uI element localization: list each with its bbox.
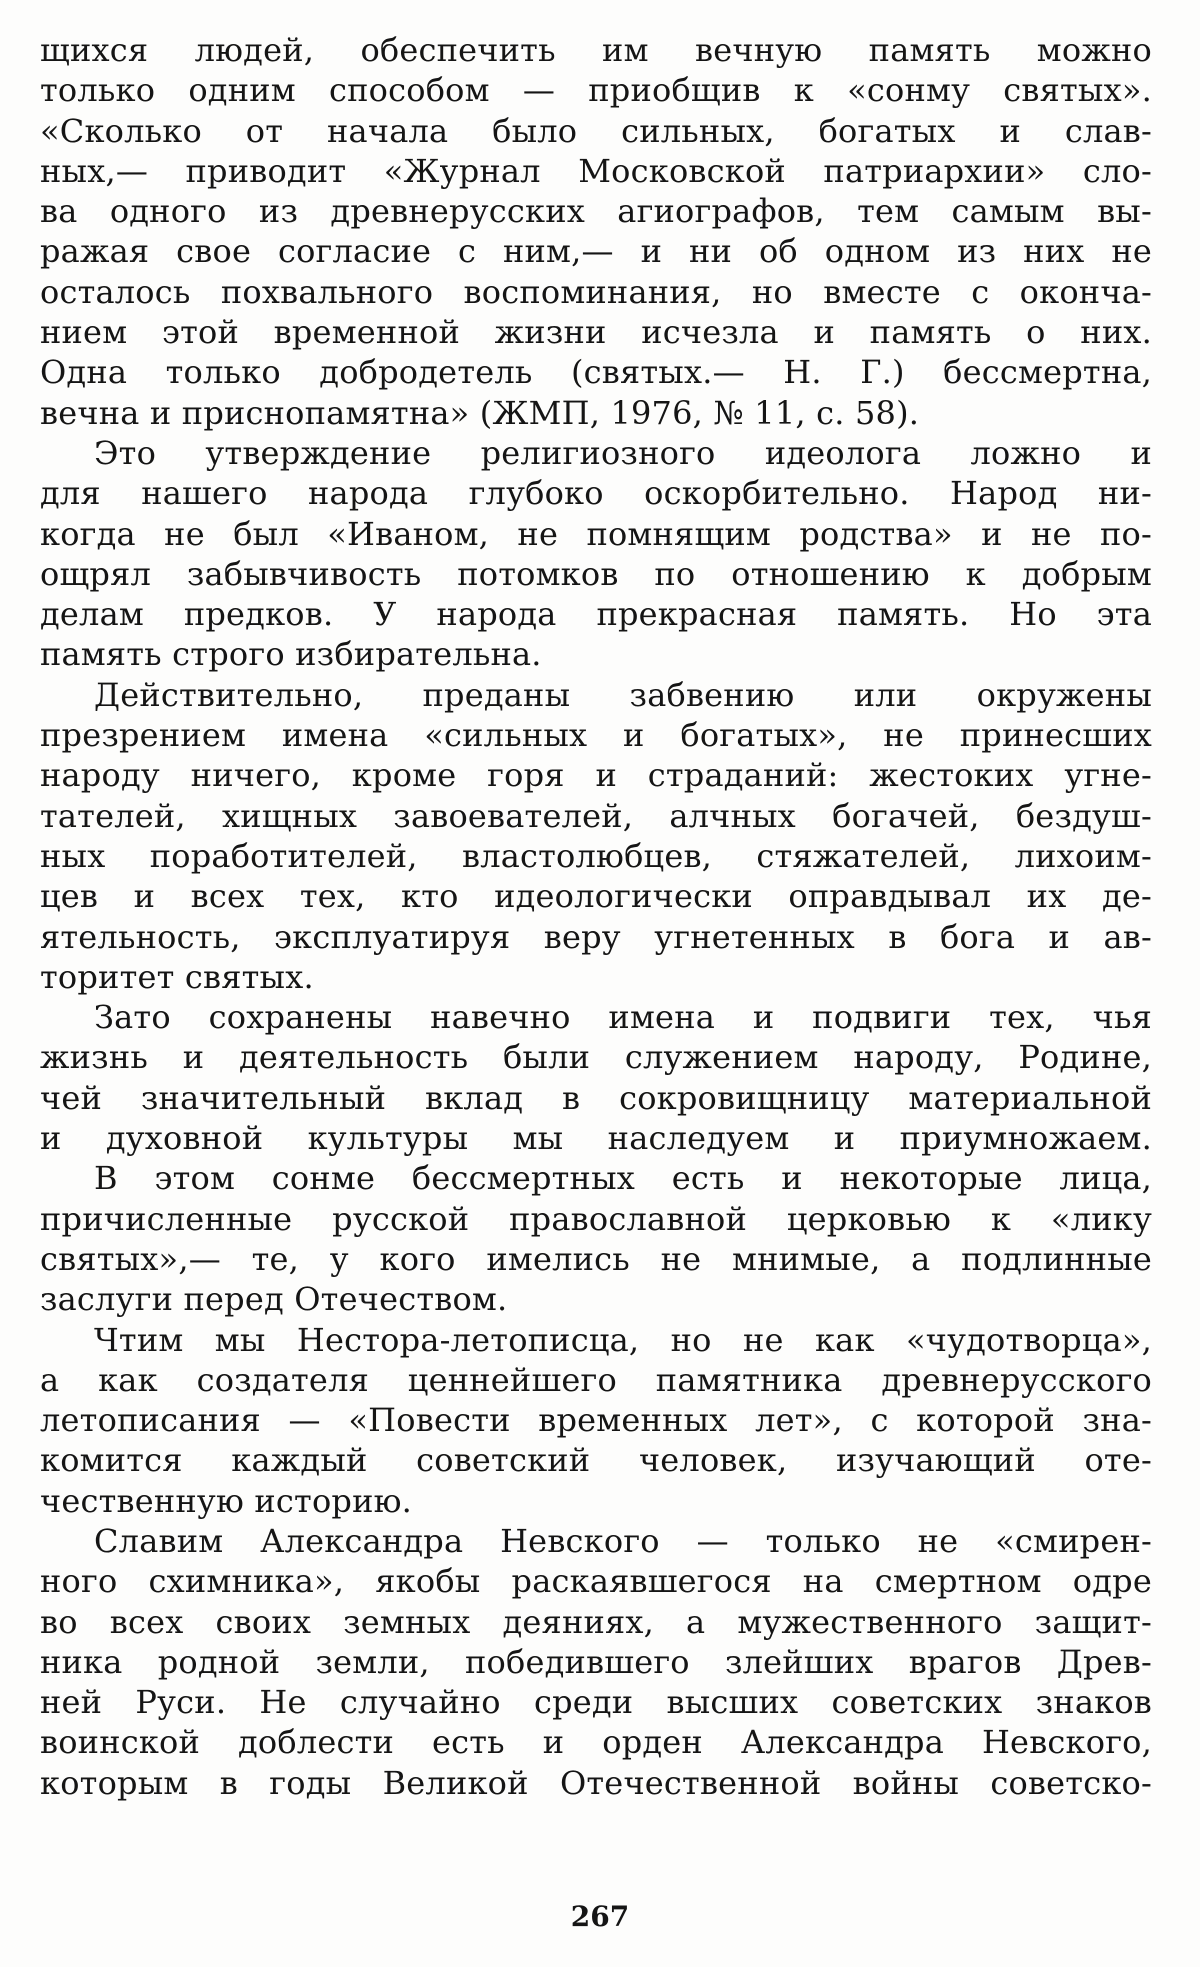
- text-line: святых»,— те, у кого имелись не мнимые, а подлинные: [40, 1239, 1152, 1278]
- text-line: память строго избирательна.: [40, 635, 542, 674]
- text-line: В этом сонме бессмертных есть и некоторые лица,: [94, 1159, 1152, 1198]
- paragraph-7: [40, 1521, 1152, 1803]
- text-line: которым в годы Великой Отечественной войны советско-: [40, 1763, 1152, 1802]
- text-line: ва одного из древнерусских агиографов, тем самым вы-: [40, 192, 1152, 231]
- text-line: делам предков. У народа прекрасная память. Но эта: [40, 595, 1152, 634]
- text-line: когда не был «Иваном, не помнящим родства» и не по-: [40, 514, 1152, 553]
- text-line: Одна только добродетель (святых.— Н. Г.) бессмертна,: [40, 353, 1152, 392]
- text-line: и духовной культуры мы наследуем и приумножаем.: [40, 1119, 1152, 1158]
- paragraph-5: [40, 1158, 1152, 1319]
- text-line: заслуги перед Отечеством.: [40, 1280, 508, 1319]
- paragraph-2: [40, 433, 1152, 675]
- text-line: ных,— приводит «Журнал Московской патриархии» сло-: [40, 151, 1152, 190]
- text-line: чей значительный вклад в сокровищницу материальной: [40, 1078, 1152, 1117]
- text-line: ного схимника», якобы раскаявшегося на смертном одре: [40, 1562, 1152, 1601]
- text-line: цев и всех тех, кто идеологически оправдывал их де-: [40, 877, 1152, 916]
- text-line: комится каждый советский человек, изучающий оте-: [40, 1441, 1152, 1480]
- text-line: «Сколько от начала было сильных, богатых и слав-: [40, 111, 1152, 150]
- text-line: только одним способом — приобщив к «сонму святых».: [40, 71, 1152, 110]
- text-line: для нашего народа глубоко оскорбительно. Народ ни-: [40, 474, 1152, 513]
- text-line: ней Руси. Не случайно среди высших советских знаков: [40, 1683, 1152, 1722]
- text-line: ражая свое согласие с ним,— и ни об одном из них не: [40, 232, 1152, 271]
- text-line: воинской доблести есть и орден Александра Невского,: [40, 1723, 1152, 1762]
- text-line: ных поработителей, властолюбцев, стяжателей, лихоим-: [40, 836, 1152, 875]
- body-text: [40, 30, 1152, 1803]
- text-line: чественную историю.: [40, 1481, 413, 1520]
- text-line: Это утверждение религиозного идеолога ложно и: [94, 433, 1152, 472]
- paragraph-1: [40, 30, 1152, 433]
- text-line: осталось похвального воспоминания, но вместе с оконча-: [40, 272, 1152, 311]
- text-line: торитет святых.: [40, 957, 314, 996]
- text-line: нием этой временной жизни исчезла и память о них.: [40, 313, 1152, 352]
- paragraph-6: [40, 1320, 1152, 1521]
- text-line: Зато сохранены навечно имена и подвиги тех, чья: [94, 998, 1152, 1037]
- text-line: во всех своих земных деяниях, а мужественного защит-: [40, 1602, 1152, 1641]
- text-line: жизнь и деятельность были служением народу, Родине,: [40, 1038, 1152, 1077]
- text-line: вечна и приснопамятна» (ЖМП, 1976, № 11, с. 58).: [40, 393, 920, 432]
- text-line: народу ничего, кроме горя и страданий: жестоких угне-: [40, 756, 1152, 795]
- paragraph-3: [40, 675, 1152, 997]
- page-number: 267: [570, 1900, 630, 1933]
- text-line: а как создателя ценнейшего памятника древнерусского: [40, 1360, 1152, 1399]
- text-line: Действительно, преданы забвению или окружены: [94, 675, 1152, 714]
- text-line: летописания — «Повести временных лет», с которой зна-: [40, 1401, 1152, 1440]
- text-line: тателей, хищных завоевателей, алчных богачей, бездуш-: [40, 796, 1152, 835]
- paragraph-4: [40, 997, 1152, 1158]
- text-line: щихся людей, обеспечить им вечную память можно: [40, 31, 1152, 69]
- text-line: Чтим мы Нестора-летописца, но не как «чудотворца»,: [94, 1320, 1152, 1359]
- text-line: ника родной земли, победившего злейших врагов Древ-: [40, 1642, 1152, 1681]
- text-line: ятельность, эксплуатируя веру угнетенных в бога и ав-: [40, 917, 1152, 956]
- text-line: презрением имена «сильных и богатых», не принесших: [40, 716, 1152, 755]
- text-line: ощрял забывчивость потомков по отношению к добрым: [40, 554, 1152, 593]
- text-line: Славим Александра Невского — только не «смирен-: [94, 1521, 1152, 1560]
- text-line: причисленные русской православной церковью к «лику: [40, 1199, 1152, 1238]
